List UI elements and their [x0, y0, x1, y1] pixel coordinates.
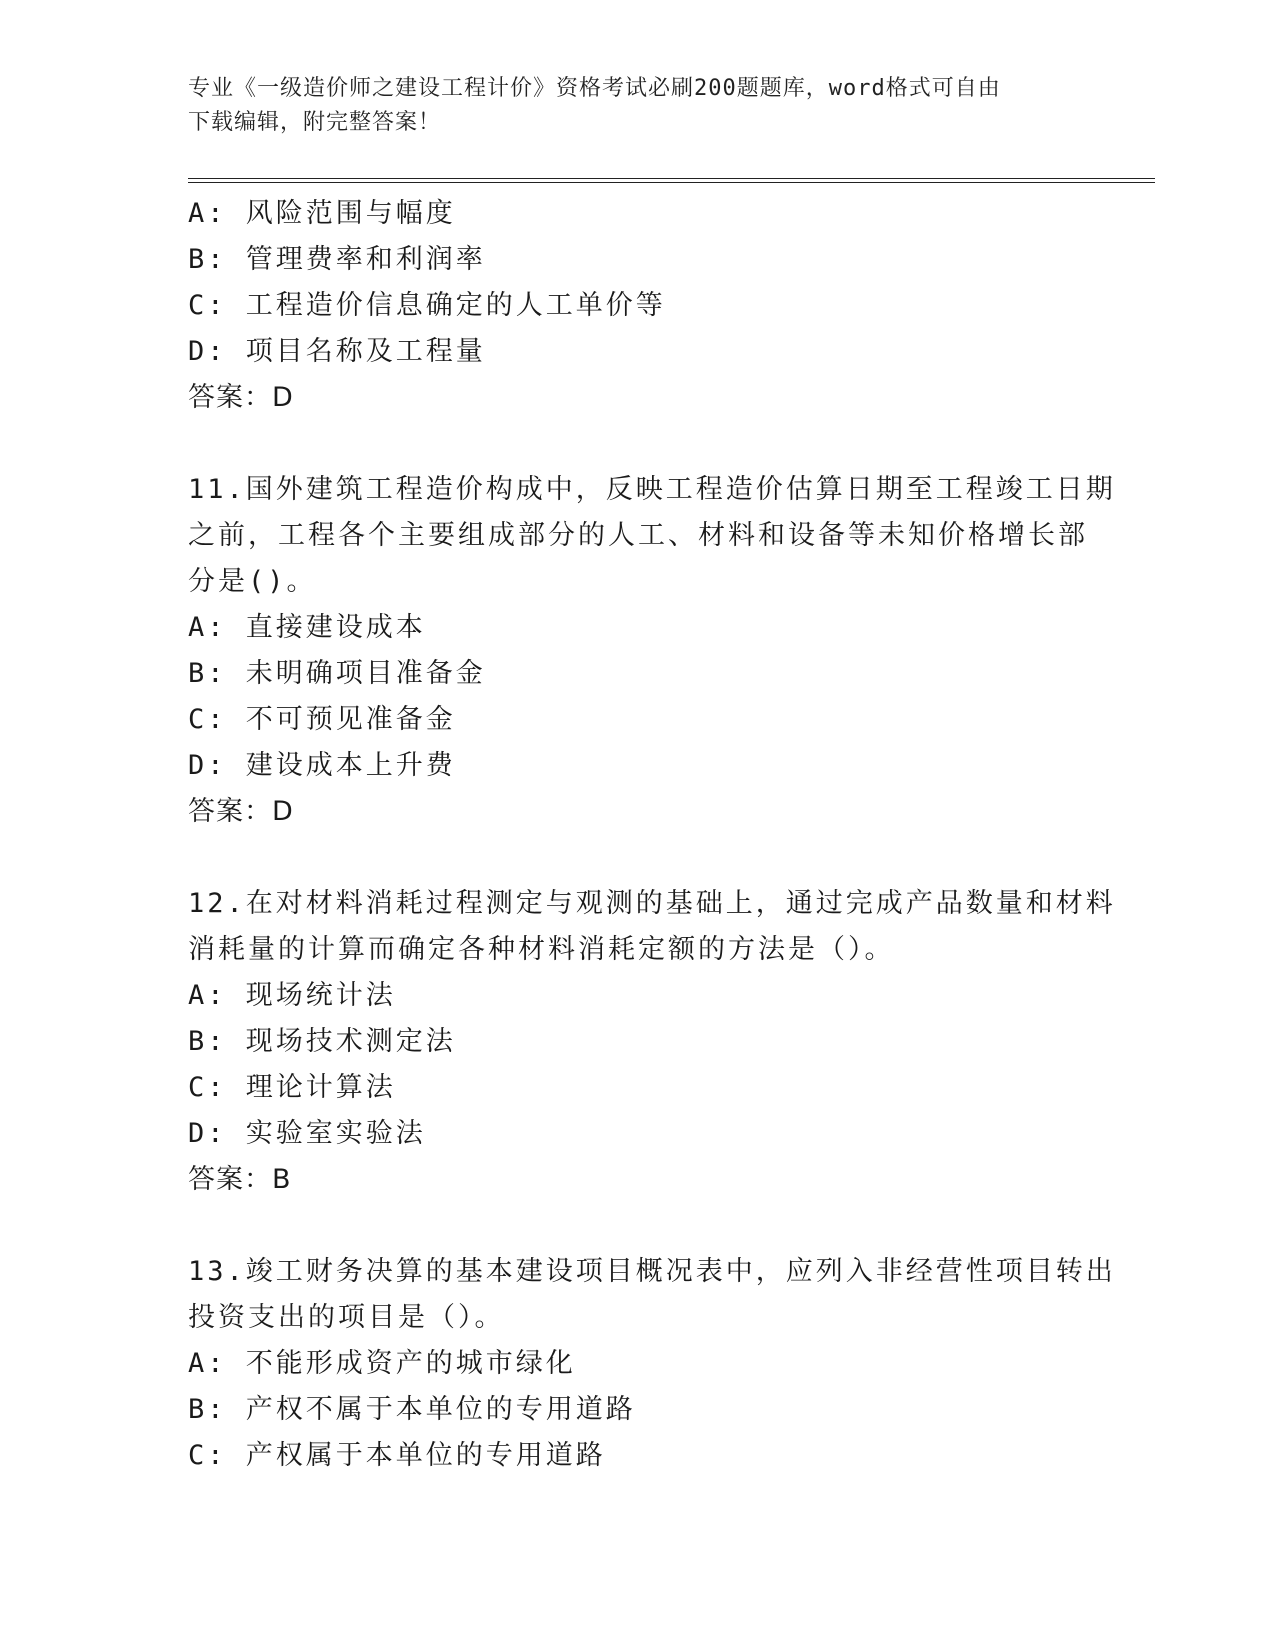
option-d: D: 项目名称及工程量: [188, 336, 486, 367]
header-line-1: 专业《一级造价师之建设工程计价》资格考试必刷200题题库，word格式可自由: [188, 76, 1001, 101]
question-stem-line: 11.国外建筑工程造价构成中，反映工程造价估算日期至工程竣工日期: [188, 474, 1116, 505]
option-b: B: 现场技术测定法: [188, 1026, 456, 1057]
option-c: C: 工程造价信息确定的人工单价等: [188, 290, 666, 321]
option-d: D: 实验室实验法: [188, 1118, 426, 1149]
header-divider: [188, 178, 1155, 183]
option-d: D: 建设成本上升费: [188, 750, 456, 781]
question-stem-line: 分是()。: [188, 566, 317, 597]
prev-question-block: [188, 191, 1088, 421]
question-stem-line: 投资支出的项目是（）。: [188, 1302, 505, 1333]
option-b: B: 产权不属于本单位的专用道路: [188, 1394, 636, 1425]
option-a: A: 风险范围与幅度: [188, 198, 456, 229]
question-11: [188, 467, 1116, 835]
question-stem-line: 13.竣工财务决算的基本建设项目概况表中，应列入非经营性项目转出: [188, 1256, 1116, 1287]
question-stem-line: 消耗量的计算而确定各种材料消耗定额的方法是（）。: [188, 934, 895, 965]
question-stem-line: 12.在对材料消耗过程测定与观测的基础上，通过完成产品数量和材料: [188, 888, 1116, 919]
option-c: C: 理论计算法: [188, 1072, 396, 1103]
answer-line: 答案：D: [188, 796, 294, 827]
option-c: C: 产权属于本单位的专用道路: [188, 1440, 606, 1471]
question-content: [188, 191, 1116, 1479]
header-line-2: 下载编辑，附完整答案！: [188, 110, 442, 135]
option-a: A: 不能形成资产的城市绿化: [188, 1348, 576, 1379]
spacer: [188, 421, 1088, 467]
option-a: A: 现场统计法: [188, 980, 396, 1011]
question-12: [188, 881, 1116, 1203]
question-stem-line: 之前，工程各个主要组成部分的人工、材料和设备等未知价格增长部: [188, 520, 1088, 551]
question-13: [188, 1249, 1116, 1479]
spacer: [188, 1203, 1088, 1249]
option-b: B: 管理费率和利润率: [188, 244, 486, 275]
answer-line: 答案：D: [188, 382, 294, 413]
option-b: B: 未明确项目准备金: [188, 658, 486, 689]
answer-line: 答案：B: [188, 1164, 292, 1195]
spacer: [188, 835, 1088, 881]
option-a: A: 直接建设成本: [188, 612, 426, 643]
option-c: C: 不可预见准备金: [188, 704, 456, 735]
document-header: [188, 72, 1088, 140]
